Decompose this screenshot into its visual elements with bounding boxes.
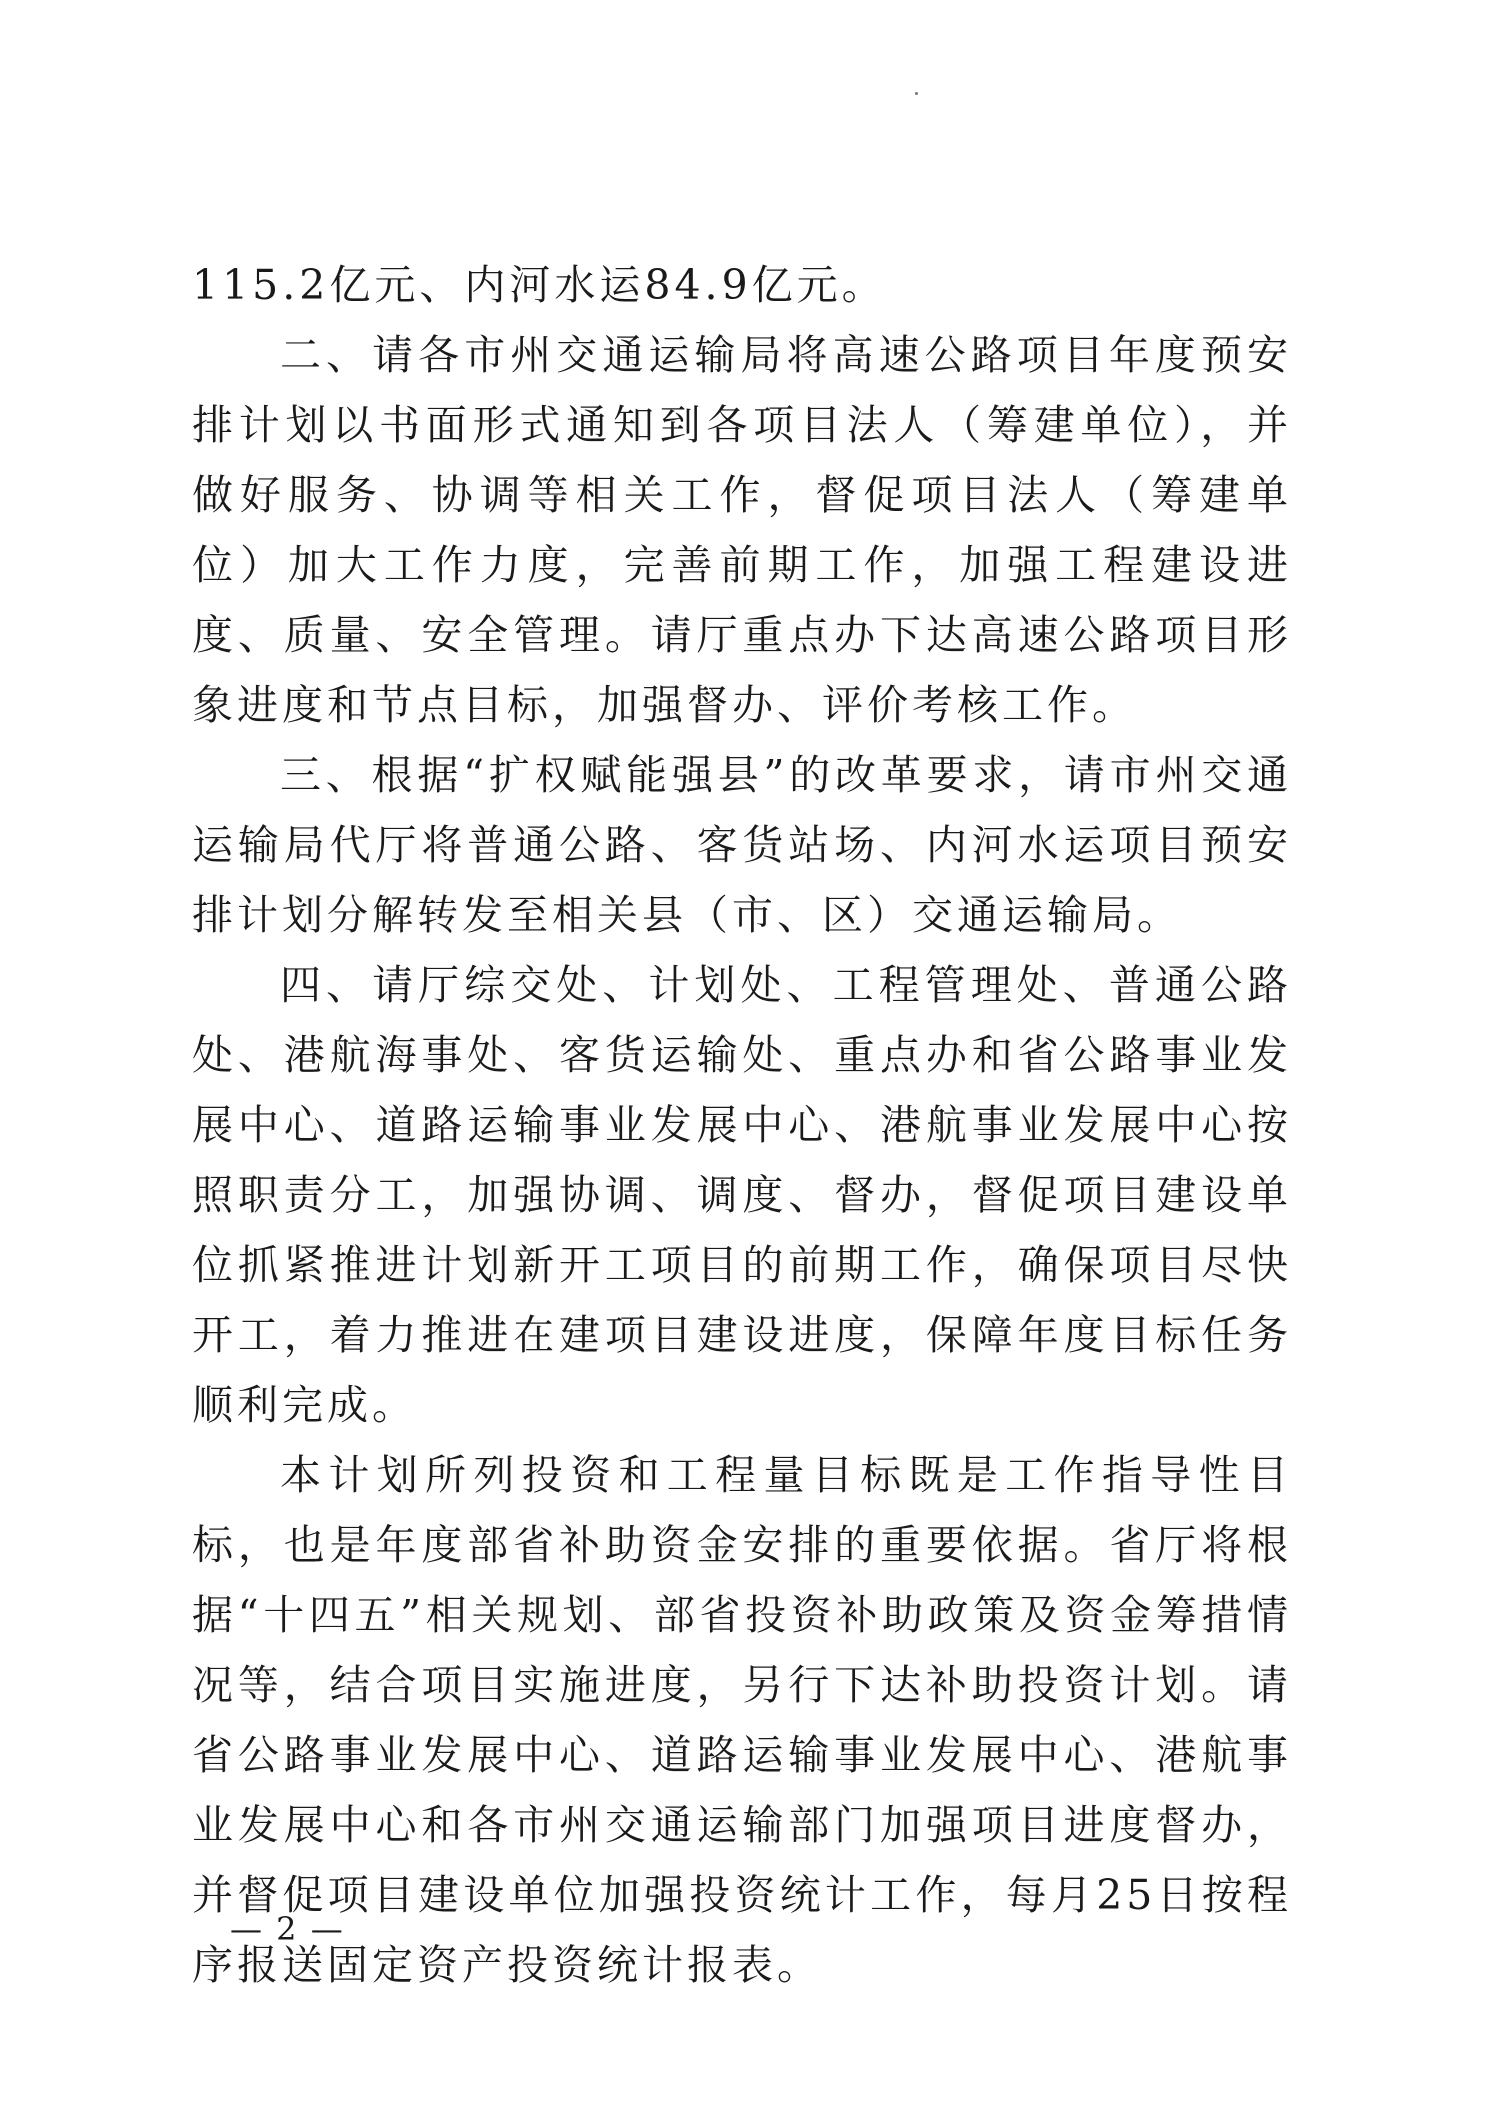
scan-speck (915, 92, 918, 95)
paragraph-closing: 本计划所列投资和工程量目标既是工作指导性目标，也是年度部省补助资金安排的重要依据。省厅将根据“十四五”相关规划、部省投资补助政策及资金筹措情况等，结合项目实施进度，另行下达补助投资计划。请省公路事业发展中心、道路运输事业发展中心、港航事业发展中心和各市州交通运输部门加强项目进度督办，并督促项目建设单位加强投资统计工作，每月25日按程序报送固定资产投资统计报表。 (192, 1451, 1292, 1989)
paragraph-item-three: 三、根据“扩权赋能强县”的改革要求，请市州交通运输局代厅将普通公路、客货站场、内河水运项目预安排计划分解转发至相关县（市、区）交通运输局。 (192, 751, 1292, 939)
paragraph-item-four: 四、请厅综交处、计划处、工程管理处、普通公路处、港航海事处、客货运输处、重点办和省公路事业发展中心、道路运输事业发展中心、港航事业发展中心按照职责分工，加强协调、调度、督办，督促项目建设单位抓紧推进计划新开工项目的前期工作，确保项目尽快开工，着力推进在建项目建设进度，保障年度目标任务顺利完成。 (192, 961, 1292, 1429)
page-number: — 2 — (230, 1910, 345, 1948)
document-body (192, 250, 1292, 2000)
paragraph-item-two: 二、请各市州交通运输局将高速公路项目年度预安排计划以书面形式通知到各项目法人（筹建单位），并做好服务、协调等相关工作，督促项目法人（筹建单位）加大工作力度，完善前期工作，加强工程建设进度、质量、安全管理。请厅重点办下达高速公路项目形象进度和节点目标，加强督办、评价考核工作。 (192, 331, 1292, 729)
paragraph-continuation: 115.2亿元、内河水运84.9亿元。 (192, 261, 887, 309)
